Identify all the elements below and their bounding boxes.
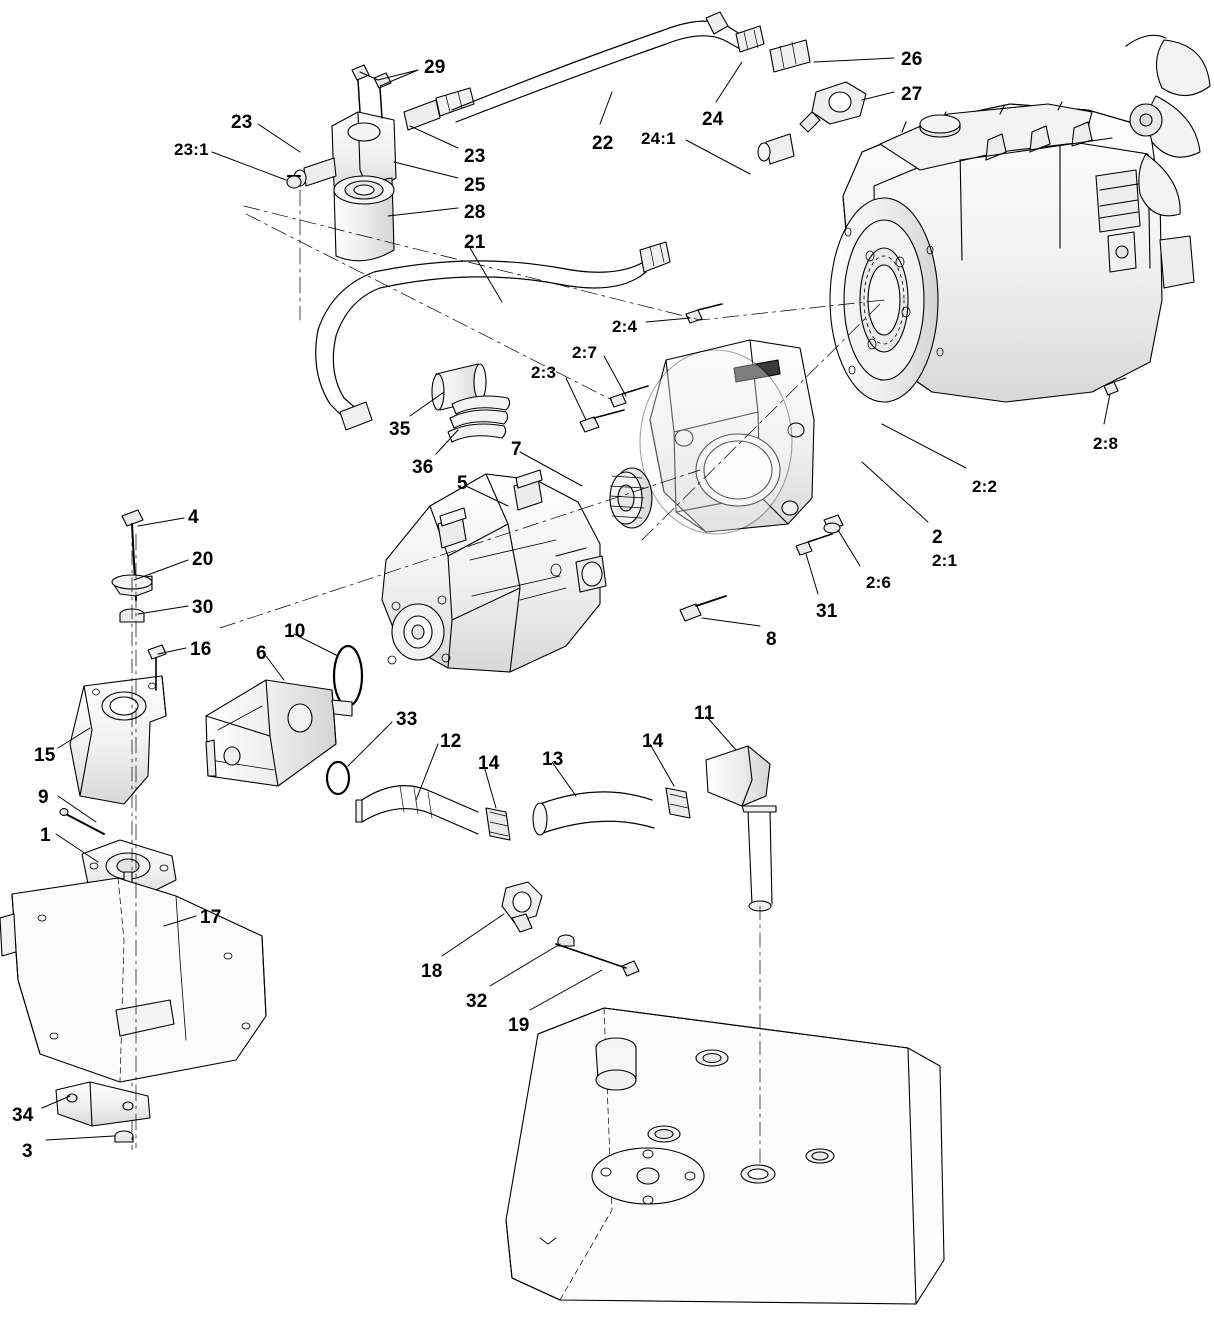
callout-2-1: 2:1	[932, 551, 958, 570]
callout-18: 18	[421, 961, 443, 982]
callout-2-6: 2:6	[866, 573, 892, 592]
engine-assembly	[830, 35, 1210, 402]
hydraulic-reservoir	[506, 1008, 944, 1304]
hose-clamp-assembly	[502, 882, 639, 976]
callout-2-8: 2:8	[1093, 434, 1119, 453]
hydrostatic-pump	[382, 470, 606, 672]
callout-19: 19	[508, 1015, 530, 1036]
callout-20: 20	[192, 549, 214, 570]
o-ring-33	[327, 762, 349, 794]
chassis-frame-plate	[0, 878, 266, 1082]
callout-24-1: 24:1	[641, 129, 676, 148]
callout-13: 13	[542, 749, 564, 770]
callout-2-3: 2:3	[531, 363, 557, 382]
callout-23: 23	[464, 146, 486, 167]
callout-3: 3	[22, 1141, 33, 1162]
callout-31: 31	[816, 601, 838, 622]
o-ring-10	[334, 646, 362, 706]
callout-24: 24	[702, 109, 724, 130]
callout-1: 1	[40, 825, 51, 846]
callout-30: 30	[192, 597, 214, 618]
callout-9: 9	[38, 787, 49, 808]
callout-14: 14	[642, 731, 664, 752]
callout-2-2: 2:2	[972, 477, 998, 496]
callout-7: 7	[511, 439, 522, 460]
callout-35: 35	[389, 419, 411, 440]
callout-21: 21	[464, 232, 486, 253]
callout-27: 27	[901, 84, 923, 105]
filter-head-assembly	[287, 65, 474, 261]
callout-6: 6	[256, 643, 267, 664]
callout-16: 16	[190, 639, 212, 660]
callout-14: 14	[478, 753, 500, 774]
callout-11: 11	[694, 703, 715, 724]
callout-23: 23	[231, 112, 253, 133]
drive-coupling	[610, 468, 652, 528]
callout-17: 17	[200, 907, 222, 928]
callout-33: 33	[396, 709, 418, 730]
bell-housing-adapter	[638, 340, 814, 534]
callout-22: 22	[592, 133, 614, 154]
callout-8: 8	[766, 629, 777, 650]
pump-mount-bracket	[70, 676, 166, 804]
callout-32: 32	[466, 991, 488, 1012]
callout-34: 34	[12, 1105, 34, 1126]
callout-2-7: 2:7	[572, 343, 598, 362]
callout-26: 26	[901, 49, 923, 70]
callout-12: 12	[440, 731, 462, 752]
callout-2: 2	[932, 527, 943, 548]
callout-23-1: 23:1	[174, 140, 209, 159]
spacer-and-shims	[432, 364, 510, 442]
callout-36: 36	[412, 457, 434, 478]
callout-10: 10	[284, 621, 306, 642]
callout-15: 15	[34, 745, 56, 766]
gear-pump	[206, 680, 352, 786]
callout-4: 4	[188, 507, 199, 528]
callout-28: 28	[464, 202, 486, 223]
callout-25: 25	[464, 175, 486, 196]
callout-29: 29	[424, 57, 446, 78]
callout-5: 5	[457, 473, 468, 494]
callout-2-4: 2:4	[612, 317, 638, 336]
